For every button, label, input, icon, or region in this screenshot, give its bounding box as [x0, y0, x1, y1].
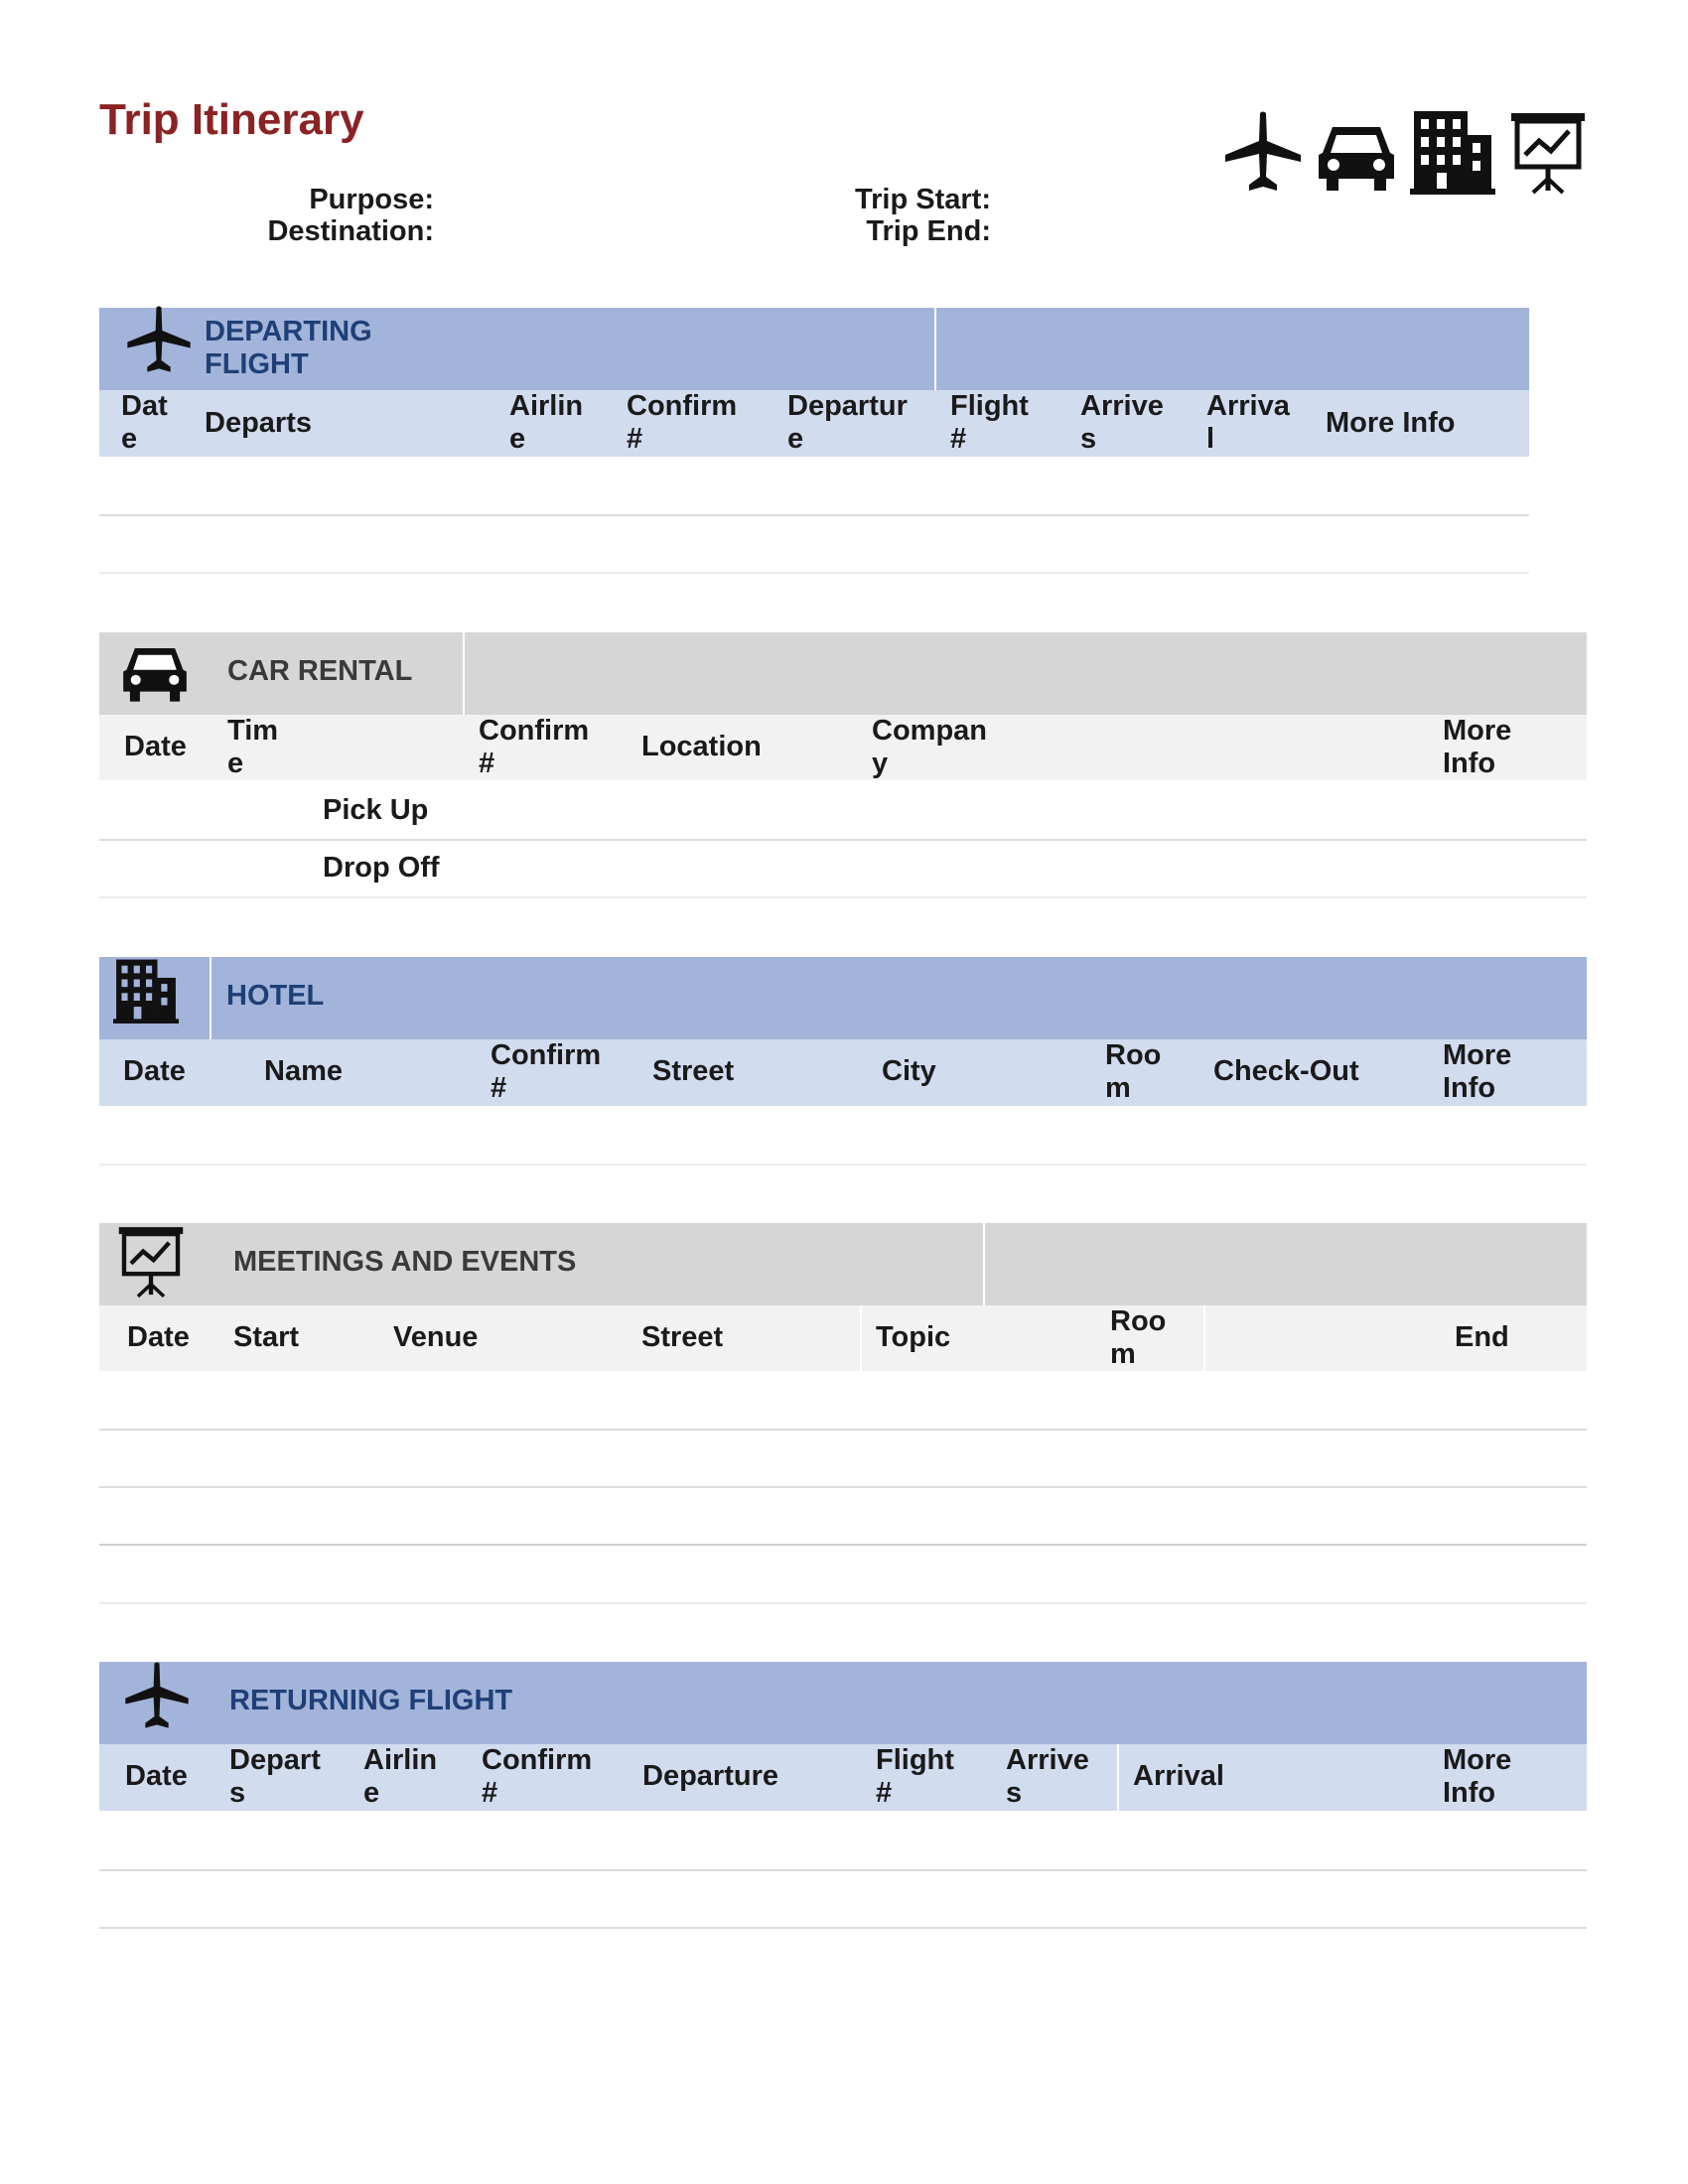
col-header: Location: [641, 731, 762, 762]
col-header: Departure: [642, 1760, 778, 1792]
meetings-title: MEETINGS AND EVENTS: [233, 1246, 577, 1278]
car-rental-title: CAR RENTAL: [227, 655, 413, 687]
col-header: Topic: [876, 1321, 951, 1353]
car-icon: [121, 643, 189, 705]
meetings-col-divider: [860, 1305, 862, 1371]
returning-flight-title: RETURNING FLIGHT: [229, 1685, 513, 1716]
col-header: More Info: [1326, 407, 1456, 439]
row-divider: [99, 1163, 1587, 1165]
col-header: Arrival: [1133, 1760, 1224, 1792]
destination-label: Destination:: [267, 215, 434, 247]
departing-flight-title: DEPARTING FLIGHT: [205, 316, 372, 380]
col-header: Date: [124, 731, 187, 762]
col-header: More Info: [1443, 1039, 1512, 1104]
col-header: Date: [123, 1055, 186, 1087]
row-divider: [99, 1544, 1587, 1546]
col-header: End: [1455, 1321, 1509, 1353]
trip-start-label: Trip Start:: [855, 184, 991, 215]
row-divider: [99, 514, 1529, 516]
returning-flight-header-row: [99, 1744, 1587, 1811]
col-header: More Info: [1443, 715, 1512, 779]
col-header: Confirm #: [482, 1744, 593, 1809]
row-divider: [99, 1429, 1587, 1431]
col-header: Roo m: [1110, 1305, 1167, 1370]
row-divider: [99, 1869, 1587, 1871]
purpose-label: Purpose:: [309, 184, 434, 215]
col-header: Check-Out: [1213, 1055, 1359, 1087]
row-divider: [99, 1602, 1587, 1604]
col-header: Departur e: [787, 390, 908, 455]
col-header: Arrive s: [1080, 390, 1164, 455]
meetings-header-row: [99, 1305, 1587, 1371]
presentation-icon: [1509, 111, 1587, 195]
meetings-col-divider: [1203, 1305, 1205, 1371]
col-header: Confirm #: [491, 1039, 602, 1104]
col-header: Venue: [393, 1321, 479, 1353]
col-header: Confirm #: [627, 390, 738, 455]
car-rental-header-row: [99, 715, 1587, 780]
col-header: City: [882, 1055, 936, 1087]
airplane-icon: [121, 1662, 193, 1731]
col-header: Flight #: [950, 390, 1029, 455]
col-header: Street: [641, 1321, 724, 1353]
col-header: Start: [233, 1321, 300, 1353]
building-icon: [113, 958, 179, 1024]
meetings-divider: [983, 1223, 985, 1305]
col-header: Tim e: [227, 715, 279, 779]
trip-end-label: Trip End:: [866, 215, 991, 247]
row-divider: [99, 572, 1529, 574]
row-divider: [99, 1486, 1587, 1488]
row-divider: [99, 1927, 1587, 1929]
col-header: Confirm #: [479, 715, 590, 779]
col-header: More Info: [1443, 1744, 1512, 1809]
drop-off-label: Drop Off: [323, 852, 440, 884]
page-title: Trip Itinerary: [99, 95, 364, 144]
col-header: Flight #: [876, 1744, 954, 1809]
col-header: Airlin e: [509, 390, 584, 455]
building-icon: [1410, 109, 1495, 195]
col-header: Compan y: [872, 715, 987, 779]
row-divider: [99, 839, 1587, 841]
col-header: Airlin e: [363, 1744, 438, 1809]
hotel-title: HOTEL: [226, 980, 325, 1012]
col-header: Street: [652, 1055, 735, 1087]
col-header: Departs: [205, 407, 312, 439]
col-header: Arrive s: [1006, 1744, 1089, 1809]
col-header: Date: [125, 1760, 188, 1792]
car-rental-divider: [463, 632, 465, 715]
returning-flight-col-divider: [1117, 1744, 1119, 1811]
car-icon: [1317, 121, 1396, 195]
col-header: Roo m: [1105, 1039, 1162, 1104]
airplane-icon: [123, 306, 195, 375]
airplane-icon: [1223, 111, 1303, 195]
col-header: Date: [127, 1321, 190, 1353]
presentation-icon: [117, 1225, 185, 1298]
col-header: Depart s: [229, 1744, 321, 1809]
header-icons: [1223, 99, 1587, 195]
col-header: Arriva l: [1206, 390, 1290, 455]
row-divider: [99, 896, 1587, 898]
col-header: Dat e: [121, 390, 168, 455]
col-header: Name: [264, 1055, 343, 1087]
pick-up-label: Pick Up: [323, 794, 429, 826]
